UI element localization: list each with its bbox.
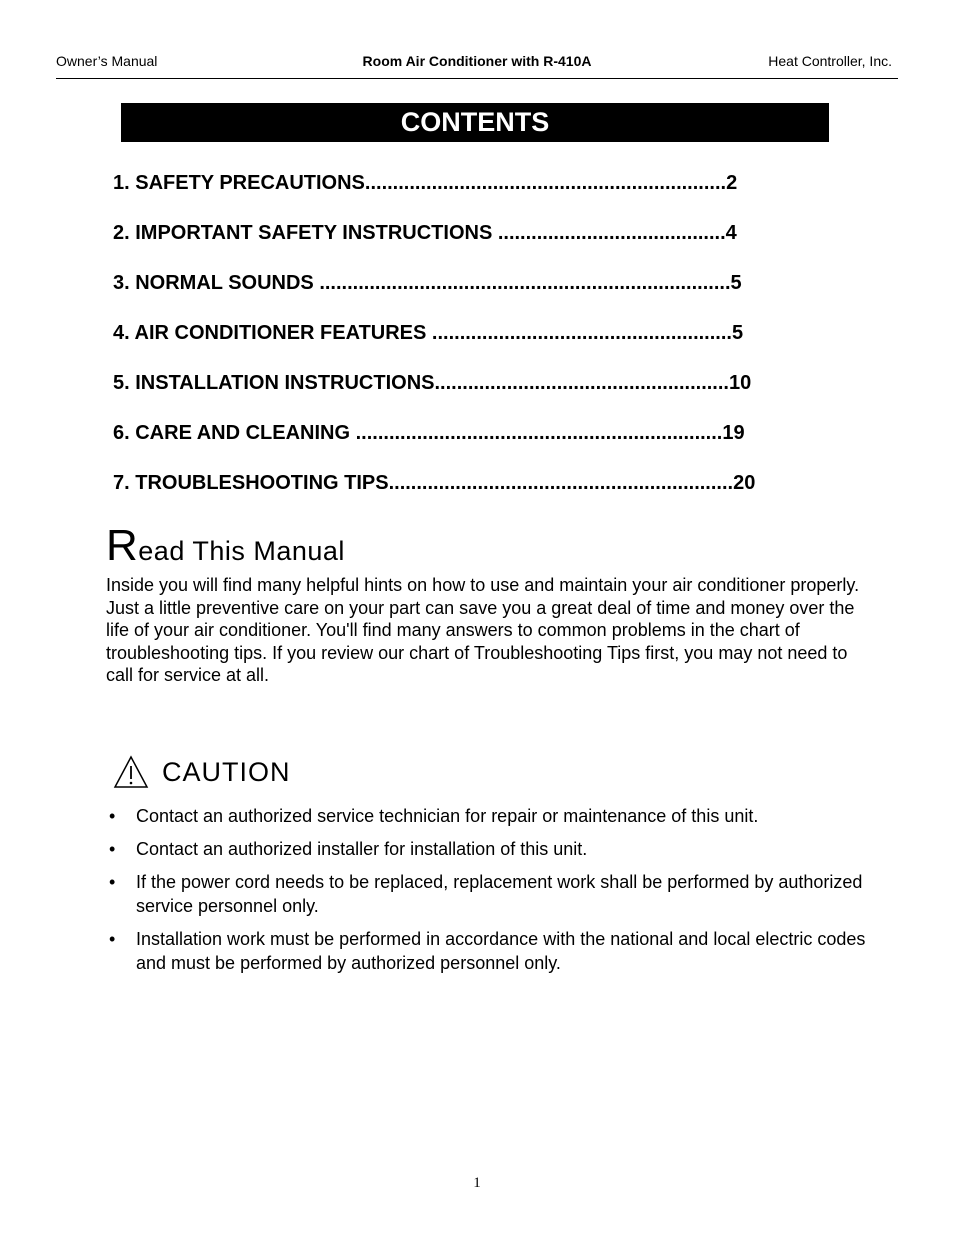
page-number: 1	[473, 1175, 481, 1191]
toc-entry-normal-sounds[interactable]: 3. NORMAL SOUNDS ..........................................................................5	[113, 272, 742, 294]
caution-label: CAUTION	[162, 757, 291, 787]
read-manual-paragraph: Inside you will find many helpful hints on how to use and maintain your air conditioner properly. Just a little preventive care on your part can save you a great deal of time and money over the life of your air conditioner. You'll find many answers to common problems in the chart of troubleshooting tips. If you review our chart of Troubleshooting Tips first, you may not need to call for service at all.	[106, 575, 860, 686]
warning-triangle-icon	[113, 755, 149, 789]
table-of-contents	[113, 168, 833, 518]
caution-item-text: Contact an authorized installer for installation of this unit.	[136, 839, 588, 859]
bullet-icon: •	[109, 839, 116, 859]
header-product-title: Room Air Conditioner with R-410A	[362, 53, 592, 69]
bullet-icon: •	[109, 806, 116, 826]
header-manual-type: Owner’s Manual	[56, 53, 158, 69]
toc-entry-air-conditioner-features[interactable]: 4. AIR CONDITIONER FEATURES ......................................................5	[113, 322, 744, 344]
toc-entry-care-and-cleaning[interactable]: 6. CARE AND CLEANING ..................................................................19	[113, 422, 745, 444]
read-manual-heading	[106, 521, 345, 570]
caution-item-text: Contact an authorized service technician for repair or maintenance of this unit.	[136, 806, 759, 826]
caution-item-text: If the power cord needs to be replaced, replacement work shall be performed by authorized service personnel only.	[136, 872, 863, 916]
read-manual-heading-rest: ead This Manual	[138, 536, 345, 566]
bullet-icon: •	[109, 872, 116, 892]
contents-title: CONTENTS	[121, 103, 829, 142]
toc-entry-safety-precautions[interactable]: 1. SAFETY PRECAUTIONS.................................................................2	[113, 172, 738, 194]
caution-item	[106, 870, 886, 918]
toc-entry-troubleshooting-tips[interactable]: 7. TROUBLESHOOTING TIPS..............................................................20	[113, 472, 756, 494]
caution-item-text: Installation work must be performed in accordance with the national and local electric codes and must be performed by authorized personnel only.	[136, 929, 866, 973]
bullet-icon: •	[109, 929, 116, 949]
toc-entry-important-safety-instructions[interactable]: 2. IMPORTANT SAFETY INSTRUCTIONS .........................................4	[113, 222, 737, 244]
caution-item	[106, 927, 886, 975]
caution-item	[106, 804, 886, 828]
header-company: Heat Controller, Inc.	[768, 53, 892, 69]
page-header	[56, 52, 898, 79]
read-manual-heading-initial: R	[106, 521, 139, 570]
toc-entry-installation-instructions[interactable]: 5. INSTALLATION INSTRUCTIONS.....................................................10	[113, 372, 752, 394]
caution-list	[106, 804, 886, 984]
caution-item	[106, 837, 886, 861]
